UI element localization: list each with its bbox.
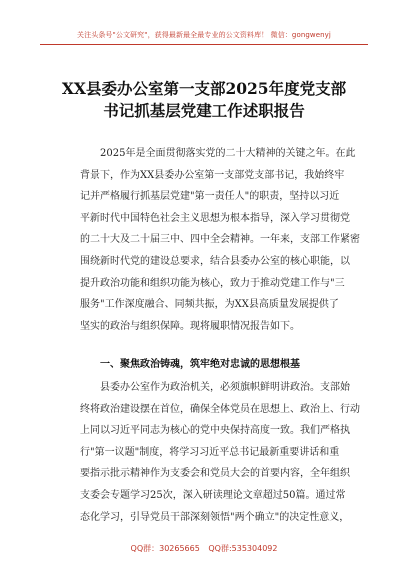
paragraph-line: 背景下，作为XX县委办公室第一支部党支部书记，我始终牢 [80,169,345,181]
paragraph-line: 平新时代中国特色社会主义思想为根本指导，深入学习贯彻党 [80,212,350,224]
paragraph-line: 态化学习，引导党员干部深刻领悟"两个确立"的决定性意义， [80,511,350,523]
qq-group-label: QQ群:535304092 [208,544,278,553]
section-paragraph [80,377,370,528]
paragraph-line: 记并严格履行抓基层党建"第一责任人"的职责，坚持以习近 [80,191,340,203]
header-banner: 关注头条号"公文研究"，获得最新最全最专业的公文资料库！ 微信：gongwenyj [77,31,331,39]
paragraph-line: 坚实的政治与组织保障。现将履职情况报告如下。 [80,320,300,332]
paragraph-line: 行"第一议题"制度，将学习习近平总书记最新重要讲话和重 [80,446,340,458]
paragraph-line: 支委会专题学习25次，深入研读理论文章超过50篇。通过常 [80,489,346,501]
section-heading: 一、聚焦政治铸魂，筑牢绝对忠诚的思想根基 [80,359,300,370]
paragraph-line: 终将政治建设摆在首位，确保全体党员在思想上、政治上、行动 [80,403,360,415]
paragraph-line: 县委办公室作为政治机关，必须旗帜鲜明讲政治。支部始 [80,382,350,393]
footer-contact [0,543,408,554]
header-divider [40,44,368,45]
paragraph-line: 围绕新时代党的建设总要求，结合县委办公室的核心职能，以 [80,255,350,267]
paragraph-line: 服务"工作深度融合、同频共振，为XX县高质量发展提供了 [80,299,339,311]
qq-group-label: QQ群：30265665 [130,544,200,553]
document-title [40,78,368,122]
title-line-1: XX县委办公室第一支部2025年度党支部 [61,79,347,98]
paragraph-line: 2025年是全面贯彻落实党的二十大精神的关键之年。在此 [80,148,356,159]
title-line-2: 书记抓基层党建工作述职报告 [103,101,305,120]
paragraph-line: 的二十大及二十届三中、四中全会精神。一年来，支部工作紧密 [80,234,360,246]
intro-paragraph [80,143,370,337]
paragraph-line: 上同以习近平同志为核心的党中央保持高度一致。我们严格执 [80,425,350,437]
paragraph-line: 要指示批示精神作为支委会和党员大会的首要内容，全年组织 [80,468,350,480]
paragraph-line: 提升政治功能和组织功能为核心，致力于推动党建工作与"三 [80,277,345,289]
